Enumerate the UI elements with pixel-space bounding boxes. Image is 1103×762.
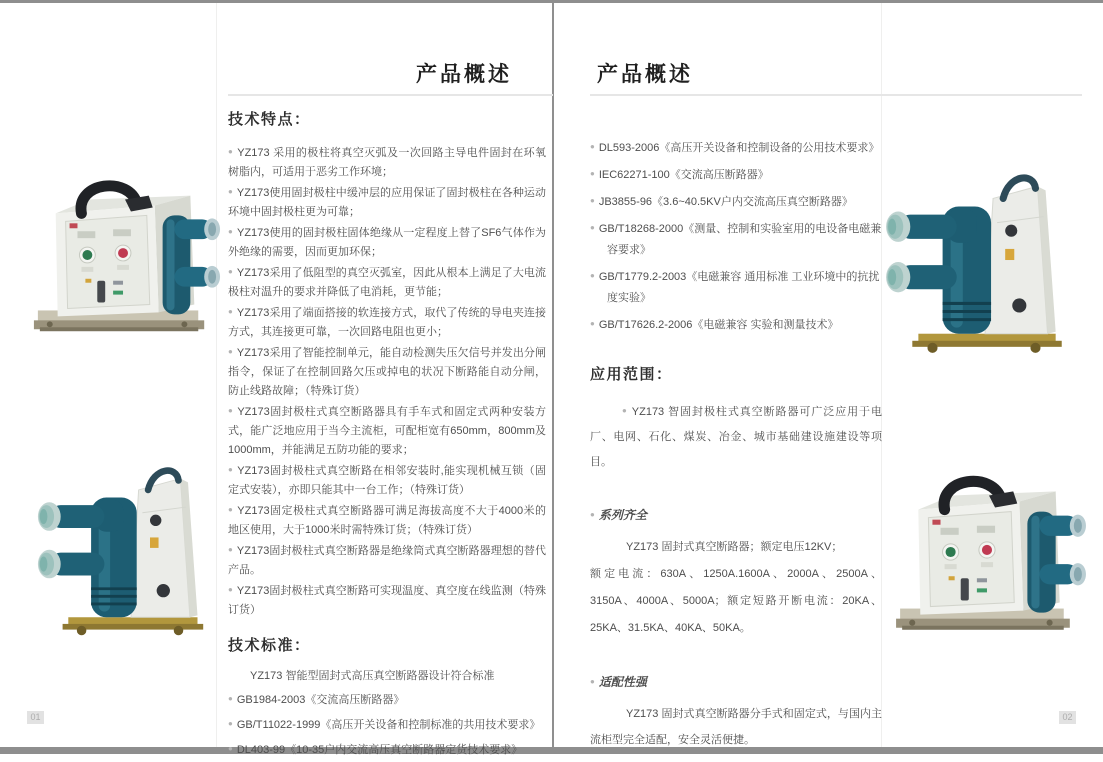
bullet-icon: ●: [228, 744, 233, 753]
bullet-icon: ●: [228, 406, 234, 415]
standard-item: [590, 313, 882, 336]
adaptability-subheading: [590, 673, 882, 690]
vacuum-breaker-side-illustration: [36, 446, 226, 646]
page-number-left: 01: [27, 711, 44, 724]
standard-item-text: DL403-99《10-35户内交流高压真空断路器定货技术要求》: [236, 744, 523, 756]
feature-item: [228, 401, 546, 460]
left-page-title: 产品概述: [416, 63, 512, 86]
feature-item-text: YZ173采用了智能控制单元，能自动检测失压欠信号并发出分闸指令，保证了在控制回路欠压或掉电的状况下断路能自动分闸，防止线路故障；（特殊订货）: [228, 347, 546, 397]
standard-item: [228, 737, 546, 762]
feature-item: [228, 262, 546, 302]
feature-item: [228, 222, 546, 262]
standards-intro: YZ173 智能型固封式高压真空断路器设计符合标准: [250, 670, 495, 682]
standard-item-text: IEC62271-100《交流高压断路器》: [598, 169, 769, 181]
bullet-icon: ●: [228, 545, 233, 554]
features-list: [228, 142, 546, 620]
standard-item-text: GB1984-2003《交流高压断路器》: [236, 694, 405, 706]
standard-item: [590, 163, 882, 186]
bullet-icon: ●: [590, 142, 595, 151]
vacuum-breaker-side-illustration: [884, 152, 1086, 364]
right-page-title: 产品概述: [597, 63, 693, 86]
bottom-edge-strip: [0, 747, 1103, 754]
page-number-right: 02: [1059, 711, 1076, 724]
standard-item-text: DL593-2006《高压开关设备和控制设备的公用技术要求》: [598, 142, 880, 154]
bullet-icon: ●: [590, 196, 595, 205]
feature-item: [228, 182, 546, 222]
feature-item-text: YZ173固定极柱式真空断路器可满足海拔高度不大于4000米的地区使用，大于1000米时需特殊订货；（特殊订货）: [228, 505, 546, 536]
bullet-icon: ●: [228, 267, 233, 276]
application-section-title: 应用范围：: [590, 366, 673, 383]
bullet-icon: ●: [228, 694, 233, 703]
standard-item: [590, 190, 882, 213]
left-text-column: [228, 108, 546, 762]
series-subheading-text: 系列齐全: [598, 508, 647, 522]
standard-item-text: GB/T17626.2-2006《电磁兼容 实验和测量技术》: [598, 319, 839, 331]
product-photo-breaker-front-bottom-right: [888, 448, 1090, 656]
bullet-icon: ●: [228, 719, 233, 728]
feature-item-text: YZ173使用的固封极柱固体绝缘从一定程度上替了SF6气体作为外绝缘的需要，因而更加环保；: [228, 227, 546, 258]
feature-item-text: YZ173固封极柱式真空断路器具有手车式和固定式两种安装方式，能广泛地应用于当今主流柜，可配柜宽有650mm，800mm及1000mm，并能满足五防功能的要求；: [228, 406, 546, 456]
vacuum-breaker-front-illustration: [26, 156, 224, 354]
standard-item: [228, 712, 546, 737]
standards-section-title: 技术标准：: [228, 637, 311, 654]
bullet-icon: ●: [590, 677, 595, 686]
features-section-title: 技术特点：: [228, 111, 311, 128]
feature-item-text: YZ173固封极柱式真空断路器是绝缘筒式真空断路器理想的替代产品。: [228, 545, 546, 576]
standard-item: [590, 265, 882, 309]
application-paragraph: [590, 398, 882, 475]
feature-item: [228, 540, 546, 580]
bullet-icon: ●: [228, 465, 234, 474]
bullet-icon: ●: [590, 271, 595, 280]
bullet-icon: ●: [622, 406, 628, 415]
page-spread-divider: [552, 3, 554, 747]
bullet-icon: ●: [590, 223, 595, 232]
standard-item-text: GB/T1779.2-2003《电磁兼容 通用标准 工业环境中的抗扰度实验》: [598, 271, 880, 304]
standard-item: [590, 217, 882, 261]
bullet-icon: ●: [590, 319, 595, 328]
product-photo-breaker-side-top-right: [884, 152, 1086, 364]
right-header-underline: [590, 94, 1082, 96]
left-header-underline: [228, 94, 553, 96]
feature-item-text: YZ173 采用的极柱将真空灭弧及一次回路主导电件固封在环氧树脂内，可适用于恶劣工作环境；: [228, 147, 546, 178]
feature-item: [228, 342, 546, 401]
feature-item: [228, 142, 546, 182]
bullet-icon: ●: [228, 347, 233, 356]
standard-item: [590, 136, 882, 159]
feature-item-text: YZ173固封极柱式真空断路在相邻安装时,能实现机械互锁（固定式安装），亦即只能其中一台工作；（特殊订货）: [228, 465, 546, 496]
bullet-icon: ●: [228, 147, 234, 156]
series-subheading: [590, 506, 882, 523]
feature-item-text: YZ173采用了端面搭接的软连接方式，取代了传统的导电夹连接方式，其连接更可靠，一次回路电阻也更小；: [228, 307, 546, 338]
series-spec-line1: YZ173 固封式真空断路器；额定电压12KV；: [626, 541, 843, 553]
bullet-icon: ●: [590, 510, 595, 519]
product-photo-breaker-side-bottom-left: [36, 446, 226, 646]
feature-item: [228, 580, 546, 620]
bullet-icon: ●: [228, 505, 234, 514]
feature-item-text: YZ173使用固封极柱中缓冲层的应用保证了固封极柱在各种运动环境中固封极柱更为可靠；: [228, 187, 546, 218]
feature-item-text: YZ173固封极柱式真空断路可实现温度、真空度在线监测（特殊订货）: [228, 585, 546, 616]
standard-item: [228, 687, 546, 712]
vacuum-breaker-front-illustration: [888, 448, 1090, 656]
standards-list-right: [590, 136, 882, 336]
feature-item: [228, 500, 546, 540]
standard-item-text: GB/T11022-1999《高压开关设备和控制标准的共用技术要求》: [236, 719, 541, 731]
bullet-icon: ●: [590, 169, 595, 178]
bullet-icon: ●: [228, 187, 233, 196]
feature-item: [228, 302, 546, 342]
standard-item-text: JB3855-96《3.6~40.5KV户内交流高压真空断路器》: [598, 196, 853, 208]
application-text: YZ173 智固封极柱式真空断路器可广泛应用于电厂、电网、石化、煤炭、冶金、城市基础建设施建设等项目。: [590, 406, 882, 468]
bullet-icon: ●: [228, 585, 233, 594]
product-photo-breaker-front-top-left: [26, 156, 224, 354]
standards-list-left: [228, 687, 546, 762]
adaptability-subheading-text: 适配性强: [598, 675, 647, 689]
bullet-icon: ●: [228, 307, 233, 316]
bullet-icon: ●: [228, 227, 233, 236]
right-text-column: [590, 136, 882, 753]
feature-item: [228, 460, 546, 500]
series-spec-line2: 额定电流：630A、1250A.1600A、2000A、2500A、3150A、4000A、5000A；额定短路开断电流：20KA、25KA、31.5KA、40KA、50KA。: [590, 568, 882, 634]
standard-item-text: GB/T18268-2000《测量、控制和实验室用的电设备电磁兼容要求》: [598, 223, 882, 256]
adaptability-paragraph: YZ173 固封式真空断路器分手式和固定式，与国内主流柜型完全适配，安全灵活便捷。: [590, 708, 882, 746]
feature-item-text: YZ173采用了低阻型的真空灭弧室，因此从根本上满足了大电流极柱对温升的要求并降低了电消耗，更节能；: [228, 267, 546, 298]
